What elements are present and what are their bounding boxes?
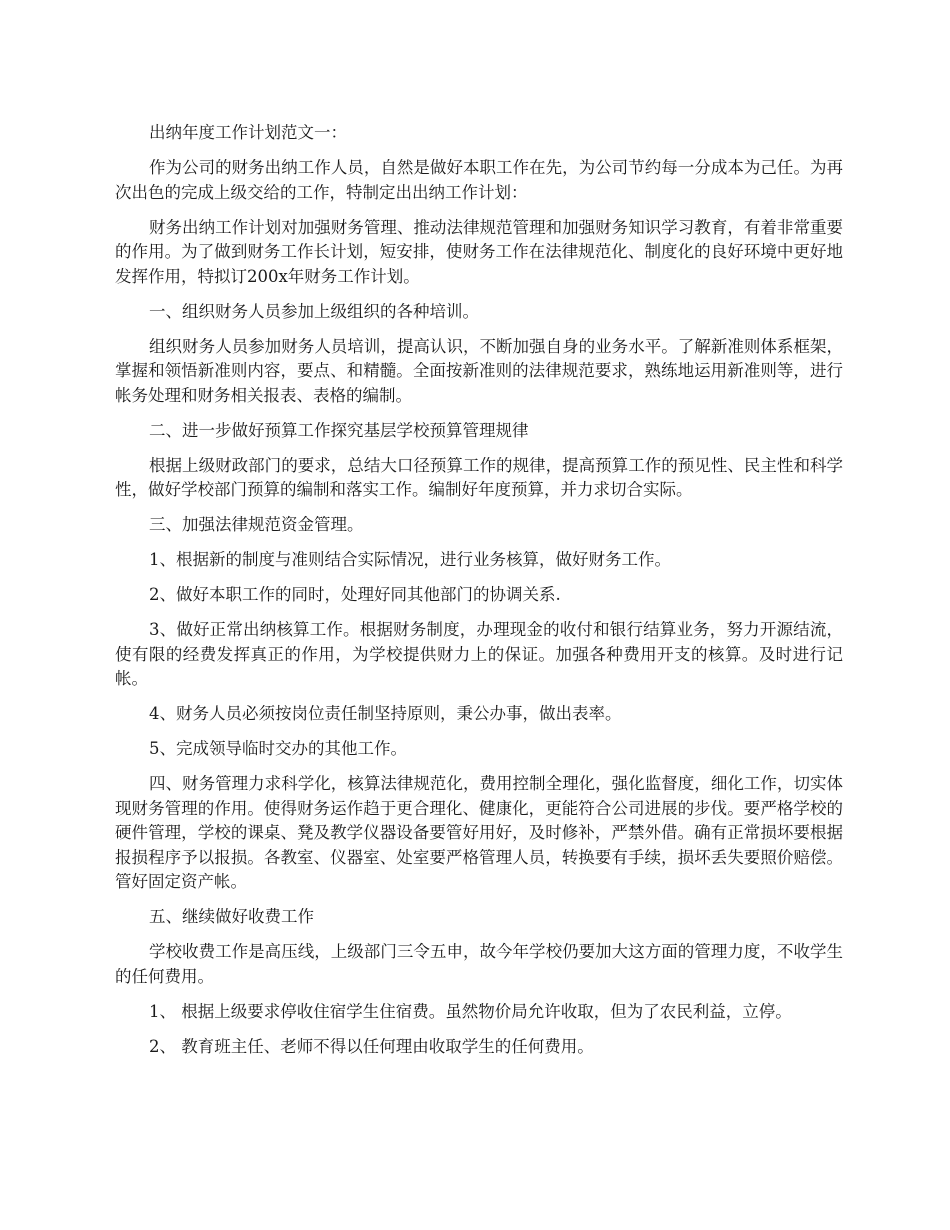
section-5-body: 学校收费工作是高压线，上级部门三令五申，故今年学校仍要加大这方面的管理力度，不收学生的任何费用。 — [115, 942, 843, 986]
section-1-body: 组织财务人员参加财务人员培训，提高认识，不断加强自身的业务水平。了解新准则体系框架，掌握和领悟新准则内容，要点、和精髓。全面按新准则的法律规范要求，熟练地运用新准则等，进行帐务处理和财务相关报表、表格的编制。 — [115, 336, 843, 405]
purpose-paragraph: 财务出纳工作计划对加强财务管理、推动法律规范管理和加强财务知识学习教育，有着非常重要的作用。为了做到财务工作长计划，短安排，使财务工作在法律规范化、制度化的良好环境中更好地发挥作用，特拟订200x年财务工作计划。 — [115, 217, 843, 286]
document-body — [115, 121, 843, 1070]
section-3-item-1: 1、根据新的制度与准则结合实际情况，进行业务核算，做好财务工作。 — [149, 550, 671, 569]
section-3-item-4: 4、财务人员必须按岗位责任制坚持原则，秉公办事，做出表率。 — [149, 704, 622, 723]
section-3-item-2: 2、做好本职工作的同时，处理好同其他部门的协调关系. — [149, 585, 561, 604]
section-5-item-2: 2、 教育班主任、老师不得以任何理由收取学生的任何费用。 — [149, 1036, 594, 1056]
section-heading-1: 一、组织财务人员参加上级组织的各种培训。 — [149, 301, 479, 321]
intro-paragraph: 作为公司的财务出纳工作人员，自然是做好本职工作在先，为公司节约每一分成本为己任。为再次出色的完成上级交给的工作，特制定出出纳工作计划： — [115, 158, 843, 202]
section-2-body: 根据上级财政部门的要求，总结大口径预算工作的规律，提高预算工作的预见性、民主性和科学性，做好学校部门预算的编制和落实工作。编制好年度预算，并力求切合实际。 — [115, 455, 843, 499]
section-heading-5: 五、继续做好收费工作 — [149, 907, 314, 926]
section-heading-2: 二、进一步做好预算工作探究基层学校预算管理规律 — [149, 420, 529, 440]
section-3-item-3: 3、做好正常出纳核算工作。根据财务制度，办理现金的收付和银行结算业务，努力开源结流，使有限的经费发挥真正的作用，为学校提供财力上的保证。加强各种费用开支的核算。及时进行记帐。 — [115, 620, 843, 688]
section-3-item-5: 5、完成领导临时交办的其他工作。 — [149, 739, 407, 758]
section-heading-3: 三、加强法律规范资金管理。 — [149, 515, 364, 534]
section-5-item-1: 1、 根据上级要求停收住宿学生住宿费。虽然物价局允许收取，但为了农民利益，立停。 — [149, 1001, 792, 1021]
doc-title: 出纳年度工作计划范文一： — [149, 123, 347, 142]
section-4-body: 四、财务管理力求科学化，核算法律规范化，费用控制全理化，强化监督度，细化工作，切实体现财务管理的作用。使得财务运作趋于更合理化、健康化，更能符合公司进展的步伐。要严格学校的硬件管理，学校的课桌、凳及教学仪器设备要管好用好，及时修补，严禁外借。确有正常损坏要根据报损程序予以报损。各教室、仪器室、处室要严格管理人员，转换要有手续，损坏丢失要照价赔偿。管好固定资产帐。 — [115, 774, 843, 891]
